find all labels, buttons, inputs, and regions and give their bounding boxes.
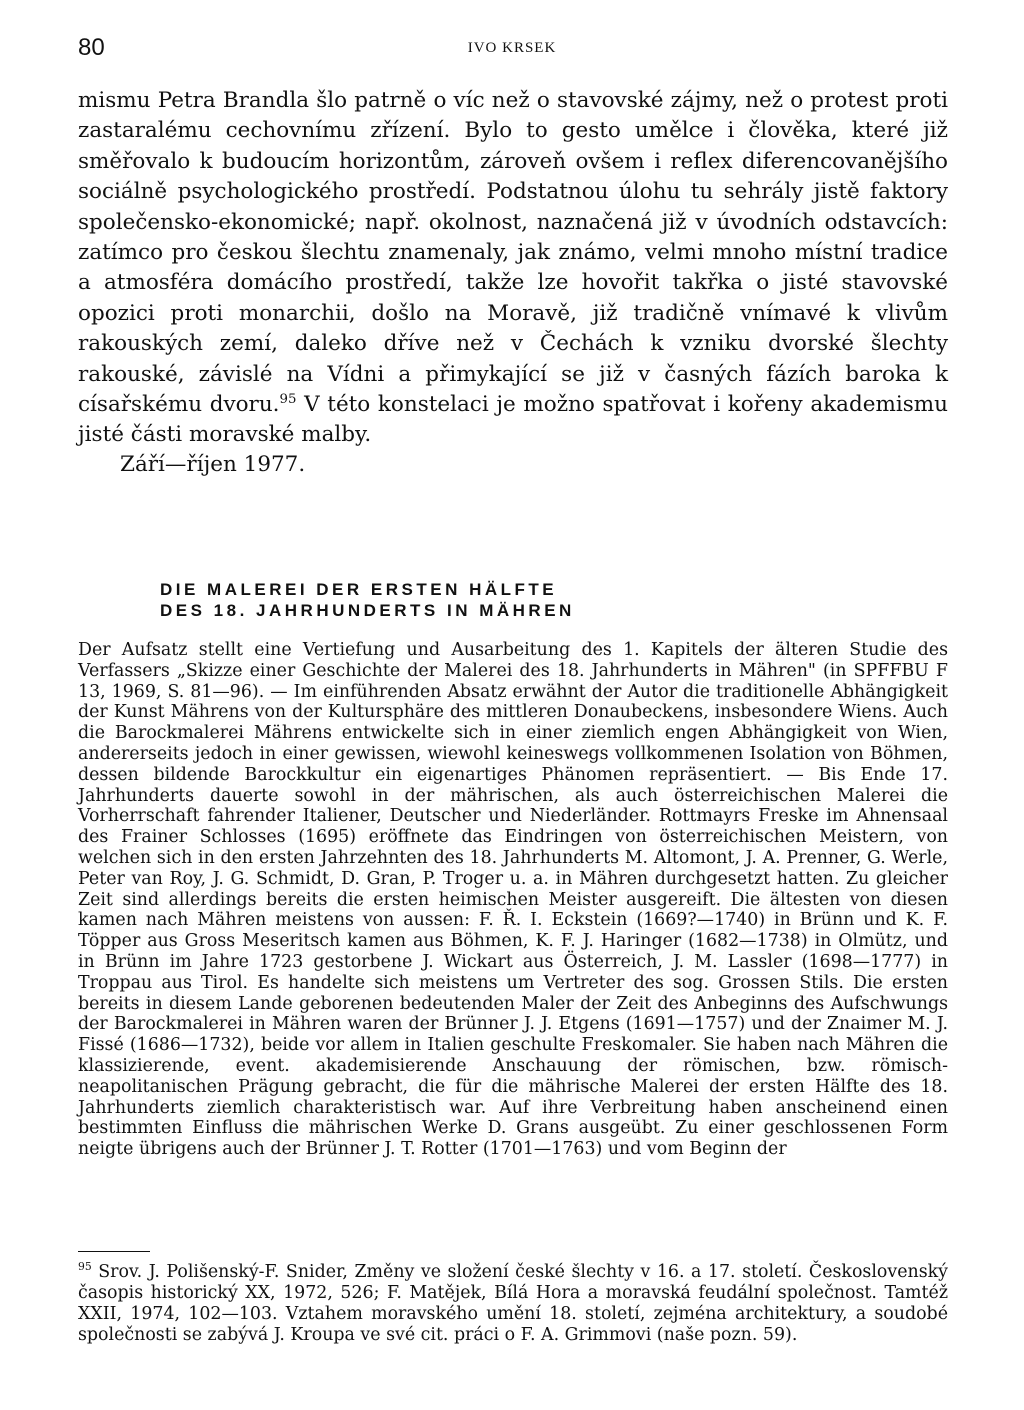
footnote-text: Srov. J. Polišenský-F. Snider, Změny ve složení české šlechty v 16. a 17. století. Československý časopis historický XX, 1972, 526; F. Matějek, Bílá Hora a moravská feudální společnost. Tamtéž XXII, 1974, 102—103. Vztahem moravského umění 18. století, zejména architektury, a soudobé společnosti se zabývá J. Kroupa ve své cit. práci o F. A. Grimmovi (naše pozn. 59). <box>78 1262 948 1345</box>
footnote-mark: 95 <box>78 1260 92 1274</box>
running-head: IVO KRSEK <box>467 40 557 56</box>
footnote <box>78 1262 948 1346</box>
date-line: Září—říjen 1977. <box>120 452 306 477</box>
czech-paragraph-text: mismu Petra Brandla šlo patrně o víc než o stavovské zájmy, než o protest proti zastaralému cechovnímu zřízení. Bylo to gesto umělce i člověka, které již směřovalo k budoucím horizontům, zároveň ovšem i reflex diferencovanějšího sociálně psychologického prostředí. Podstatnou úlohu tu sehrály jistě faktory společensko-ekonomické; např. okolnost, naznačená již v úvodních odstavcích: zatímco pro českou šlechtu znamenaly, jak známo, velmi mnoho místní tradice a atmosféra domácího prostředí, takže lze hovořit takřka o jisté stavovské opozici proti monarchii, došlo na Moravě, již tradičně vnímavé k vlivům rakouských zemí, daleko dříve než v Čechách k vzniku dvorské šlechty rakouské, závislé na Vídni a přimykající se již v časných fázích baroka k císařskému dvoru. <box>78 88 948 418</box>
german-summary: Der Aufsatz stellt eine Vertiefung und Ausarbeitung des 1. Kapitels der älteren Studie des Verfassers „Skizze einer Geschichte der Malerei des 18. Jahrhunderts in Mähren" (in SPFFBU F 13, 1969, S. 81—96). — Im einführenden Absatz erwähnt der Autor die traditionelle Abhängigkeit der Kunst Mährens von der Kultursphäre des mittleren Donaubeckens, insbesondere Wiens. Auch die Barockmalerei Mährens entwickelte sich in einer ziemlich engen Abhängigkeit von Wien, andererseits jedoch in einer gewissen, wiewohl keineswegs vollkommenen Isolation von Böhmen, dessen bildende Barockkultur ein eigenartiges Phänomen repräsentiert. — Bis Ende 17. Jahrhunderts dauerte sowohl in der mährischen, als auch österreichischen Malerei die Vorherrschaft fahrender Italiener, Deutscher und Niederländer. Rottmayrs Freske im Ahnensaal des Frainer Schlosses (1695) eröffnete das Eindringen von österreichischen Meistern, von welchen sich in den ersten Jahrzehnten des 18. Jahrhunderts M. Altomont, J. A. Prenner, G. Werle, Peter van Roy, J. G. Schmidt, D. Gran, P. Troger u. a. in Mähren durchgesetzt hatten. Zu gleicher Zeit sind allerdings bereits die ersten heimischen Meister ausgereift. Die ältesten von diesen kamen nach Mähren meistens von aussen: F. Ř. I. Eckstein (1669?—1740) in Brünn und K. F. Töpper aus Gross Meseritsch kamen aus Böhmen, K. F. J. Haringer (1682—1738) in Olmütz, und in Brünn im Jahre 1723 gestorbene J. Wickart aus Österreich, J. M. Lassler (1698—1777) in Troppau aus Tirol. Es handelte sich meistens um Vertreter des sog. Grossen Stils. Die ersten bereits in diesem Lande geborenen bedeutenden Maler der Zeit des Anbeginns des Aufschwungs der Barockmalerei in Mähren waren der Brünner J. J. Etgens (1691—1757) und der Znaimer M. J. Fissé (1686—1732), beide vor allem in Italien geschulte Freskomaler. Sie haben nach Mähren die klassizierende, event. akademisierende Anschauung der römischen, bzw. römisch-neapolitanischen Prägung gebracht, die für die mährische Malerei der ersten Hälfte des 18. Jahrhunderts ziemlich charakteristisch war. Auf ihre Verbreitung haben anscheinend einen bestimmten Einfluss die mährischen Werke D. Grans ausgeübt. Zu einer geschlossenen Form neigte übrigens auch der Brünner J. T. Rotter (1701—1763) und vom Beginn der <box>78 640 948 1160</box>
footnote-divider <box>78 1251 150 1252</box>
page-number: 80 <box>78 34 105 61</box>
summary-title-line-2: DES 18. JAHRHUNDERTS IN MÄHREN <box>160 601 575 620</box>
summary-title <box>160 579 904 621</box>
footnote-reference: 95 <box>279 391 297 407</box>
page-header <box>78 34 946 64</box>
czech-paragraph-end: V této konstelaci je možno spatřovat i kořeny akademismu jisté části moravské malby. <box>78 392 948 448</box>
summary-title-line-1: DIE MALEREI DER ERSTEN HÄLFTE <box>160 580 558 599</box>
czech-paragraph <box>78 86 948 451</box>
